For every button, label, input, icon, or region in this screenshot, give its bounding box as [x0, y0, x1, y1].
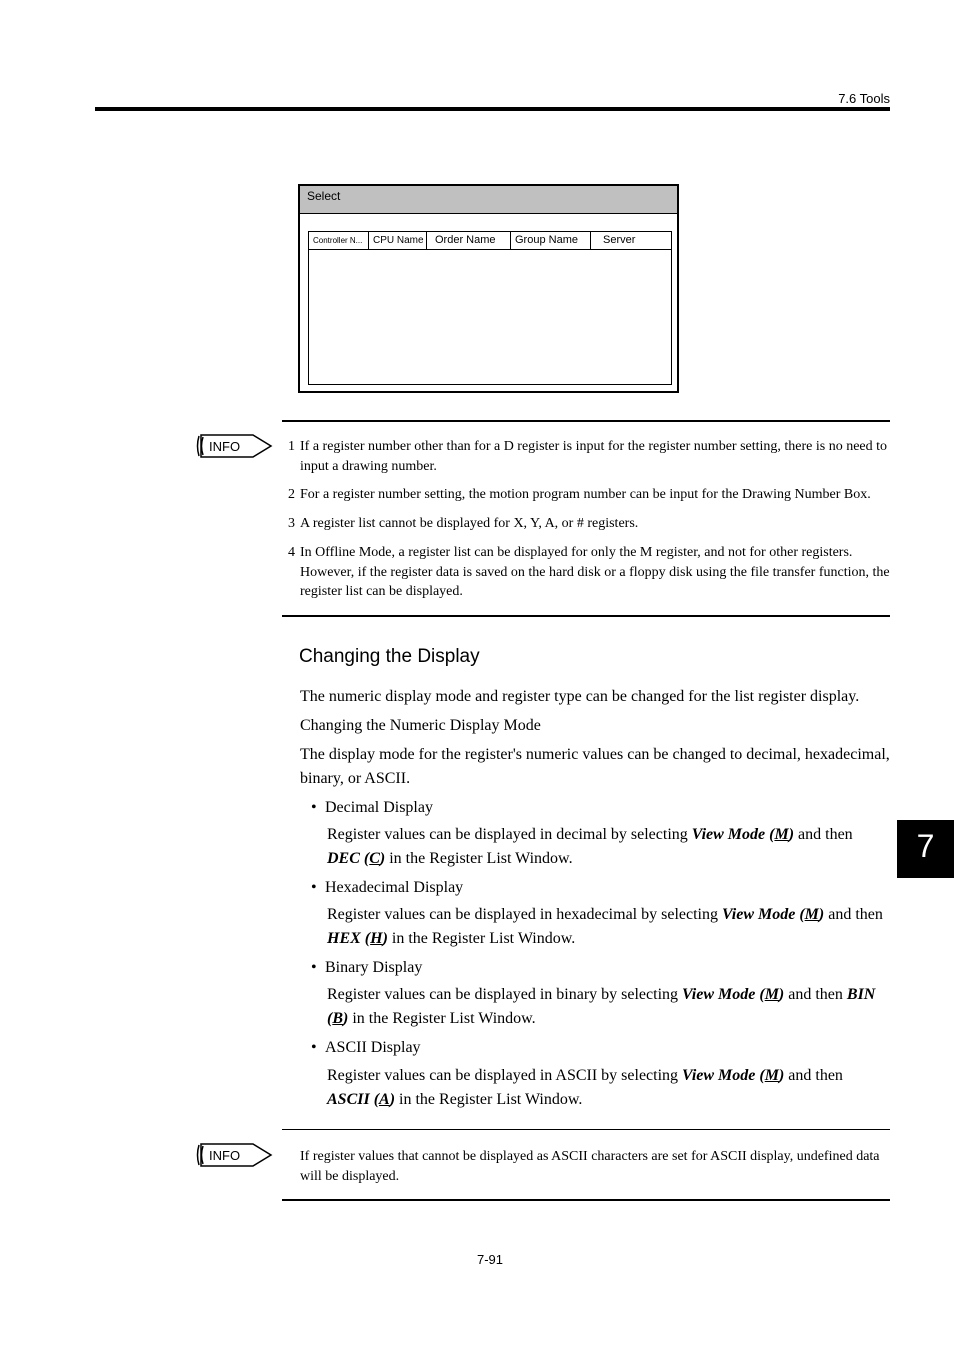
bullet-binary-text: Register values can be displayed in binary by selecting View Mode (M) and then BIN (B) in the Register List Window. — [327, 986, 876, 1027]
bullet-dot: • — [311, 879, 317, 896]
select-list[interactable] — [308, 231, 672, 385]
menu-view-mode: View Mode (M) — [691, 826, 795, 843]
chapter-tab — [897, 820, 954, 878]
info-note-3 — [288, 514, 892, 534]
info-box-2-top-rule — [282, 1129, 890, 1130]
page-number: 7-91 — [476, 1252, 504, 1267]
bullet-ascii-text: Register values can be displayed in ASCII by selecting View Mode (M) and then ASCII (A) in the Register List Window. — [327, 1067, 843, 1108]
info-box-top-rule — [282, 420, 890, 422]
info-note-number: 4 — [288, 545, 295, 560]
chapter-number: 7 — [916, 828, 935, 864]
info-box-2-bottom-rule — [282, 1199, 890, 1201]
bullet-hexadecimal-text: Register values can be displayed in hexadecimal by selecting View Mode (M) and then HEX (H) in the Register List Window. — [327, 906, 883, 947]
menu-bin: BIN (B) — [327, 986, 876, 1027]
running-head: 7.6 Tools — [838, 91, 890, 106]
section-description: The display mode for the register's numeric values can be changed to decimal, hexadecimal, binary, or ASCII. — [300, 746, 890, 787]
info-note-text: A register list cannot be displayed for X, Y, A, or # registers. — [300, 516, 639, 531]
column-header-server[interactable]: Server — [591, 232, 672, 250]
menu-view-mode: View Mode (M) — [721, 906, 825, 923]
info-note-number: 3 — [288, 516, 295, 531]
info-note-number: 2 — [288, 487, 295, 502]
column-header-cpu-name[interactable]: CPU Name — [369, 232, 427, 250]
bullet-dot: • — [311, 1039, 317, 1056]
column-header-order-name[interactable]: Order Name — [427, 232, 511, 250]
info-icon — [195, 1141, 273, 1169]
info-note-1 — [288, 437, 892, 476]
info-icon-label: INFO — [209, 439, 241, 454]
bullet-dot: • — [311, 959, 317, 976]
menu-hex: HEX (H) — [327, 930, 388, 947]
bullet-dot: • — [311, 799, 317, 816]
column-header-group-name[interactable]: Group Name — [511, 232, 591, 250]
bullet-hexadecimal-title: • Hexadecimal Display — [311, 879, 464, 896]
bullet-decimal-text: Register values can be displayed in decimal by selecting View Mode (M) and then DEC (C) in the Register List Window. — [327, 826, 853, 867]
info-icon — [195, 432, 273, 460]
info-box-bottom-rule — [282, 615, 890, 617]
info-icon-label: INFO — [209, 1148, 241, 1163]
header-rule — [95, 107, 890, 111]
select-window — [298, 184, 679, 393]
section-title: Changing the Display — [299, 646, 480, 667]
select-title: Select — [307, 189, 341, 203]
select-titlebar[interactable] — [300, 186, 677, 214]
column-header-controller-name[interactable]: Controller N... — [309, 232, 369, 250]
info-note-text: If a register number other than for a D register is input for the register number setting, there is no need to input a drawing number. — [300, 439, 888, 474]
info-note-number: 1 — [288, 439, 295, 454]
menu-ascii: ASCII (A) — [327, 1091, 396, 1108]
menu-view-mode: View Mode (M) — [682, 1067, 785, 1084]
section-subheading: Changing the Numeric Display Mode — [300, 717, 541, 734]
menu-dec: DEC (C) — [327, 850, 386, 867]
bullet-ascii-title: • ASCII Display — [311, 1039, 421, 1056]
info-note-ascii: If register values that cannot be displayed as ASCII characters are set for ASCII display, undefined data will be displayed. — [300, 1149, 880, 1184]
section-intro: The numeric display mode and register type can be changed for the list register display. — [300, 688, 860, 705]
menu-view-mode: View Mode (M) — [682, 986, 785, 1003]
info-note-text: For a register number setting, the motion program number can be input for the Drawing Number Box. — [300, 487, 871, 502]
bullet-decimal-title: • Decimal Display — [311, 799, 433, 816]
info-note-4 — [288, 543, 892, 602]
info-note-text: In Offline Mode, a register list can be displayed for only the M register, and not for other registers. However, if the register data is saved on the hard disk or a floppy disk using the file transfer function, the register list can be displayed. — [300, 545, 890, 599]
bullet-binary-title: • Binary Display — [311, 959, 423, 976]
info-note-2 — [288, 485, 892, 505]
